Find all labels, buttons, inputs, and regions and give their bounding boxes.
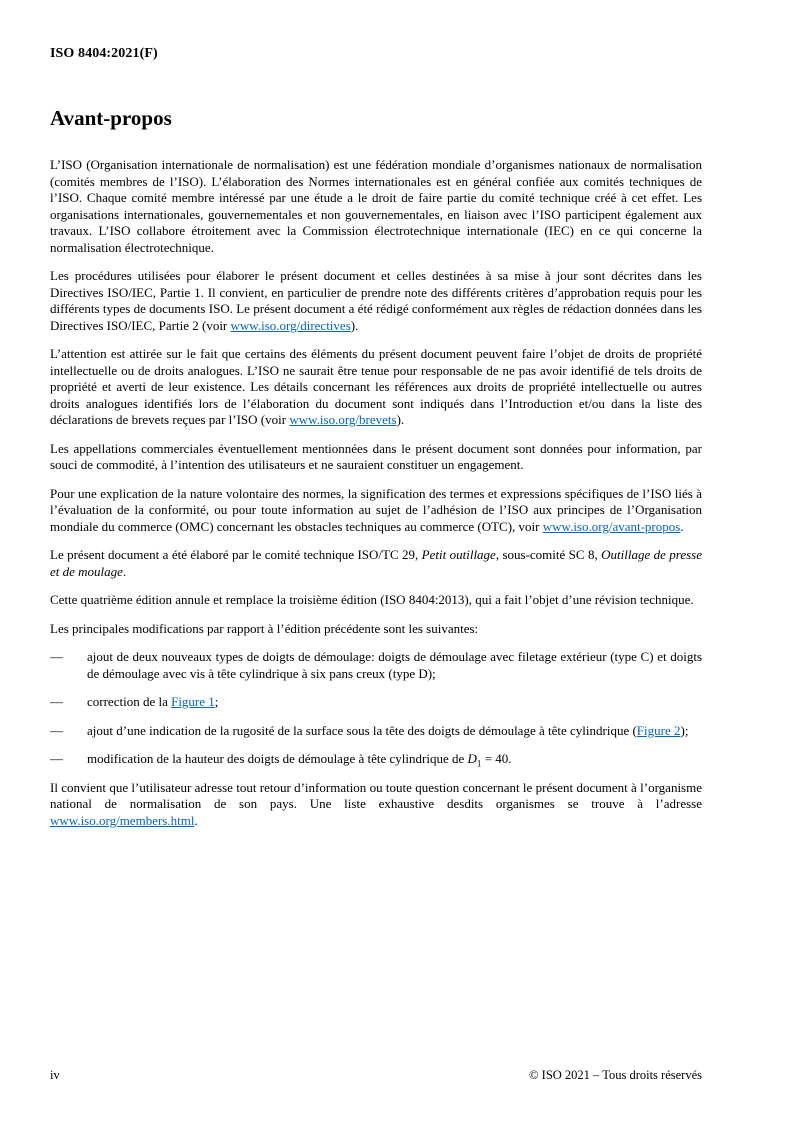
list-item-text — [87, 649, 702, 682]
text-run: . — [194, 812, 198, 828]
link-iso-avant-propos[interactable]: www.iso.org/avant-propos — [542, 518, 681, 534]
foreword-content — [50, 157, 702, 829]
text-run: modification de la hauteur des doigts de démoulage à tête cylindrique de — [87, 751, 468, 766]
text-sub: 1 — [476, 758, 482, 769]
text-italic: D — [467, 751, 477, 766]
text-run: = 40. — [481, 751, 512, 766]
paragraph-technical-committee — [50, 547, 702, 580]
text-run: Le présent document a été élaboré par le comité technique ISO/TC 29, — [50, 547, 422, 562]
paragraph-trade-names — [50, 441, 702, 474]
list-item-new-types — [50, 649, 702, 682]
text-run: ). — [396, 412, 405, 427]
text-run: ajout de deux nouveaux types de doigts de démoulage: doigts de démoulage avec filetage extérieur (type C) et doigts de démoulage avec vis à tête cylindrique à six pans creux (type D); — [87, 649, 702, 681]
text-run: Les principales modifications par rapport à l’édition précédente sont les suivantes: — [50, 620, 479, 636]
text-run: ); — [680, 722, 689, 738]
list-dash: — — [50, 694, 63, 709]
list-item-figure1-correction — [50, 694, 702, 711]
copyright-notice: © ISO 2021 – Tous droits réservés — [529, 1068, 702, 1082]
list-item-text — [87, 694, 702, 711]
text-run: Cette quatrième édition annule et remplace la troisième édition (ISO 8404:2013), qui a fait l’objet d’une révision technique. — [50, 592, 694, 607]
text-run: Il convient que l’utilisateur adresse tout retour d’information ou toute question concernant le présent document à l’organisme national de normalisation de son pays. Une liste exhaustive desdits organismes se trouve à l’adresse — [50, 779, 702, 811]
text-run: ajout d’une indication de la rugosité de la surface sous la tête des doigts de démoulage à tête cylindrique ( — [87, 722, 637, 738]
text-run: ). — [350, 317, 359, 333]
paragraph-feedback — [50, 780, 702, 830]
text-run: , sous-comité SC 8, — [495, 547, 602, 562]
document-reference: ISO 8404:2021(F) — [50, 46, 158, 61]
text-run: L’ISO (Organisation internationale de normalisation) est une fédération mondiale d’organismes nationaux de normalisation (comités membres de l’ISO). L’élaboration des Normes internationales est en général confiée aux comités techniques de l’ISO. Chaque comité membre intéressé par une étude a le droit de faire partie du comité technique créé à cet effet. Les organisations internationales, gouvernementales et non gouvernementales, en liaison avec l’ISO participent également aux travaux. L’ISO collabore étroitement avec la Commission électrotechnique internationale (IEC) en ce qui concerne la normalisation électrotechnique. — [50, 157, 702, 255]
paragraph-intellectual-property — [50, 346, 702, 429]
text-run: Pour une explication de la nature volontaire des normes, la signification des termes et expressions spécifiques de l’ISO liés à l’évaluation de la conformité, ou pour toute information au sujet de l’adhésion de l’ISO aux principes de l’Organisation mondiale du commerce (OMC) concernant les obstacles techniques au commerce (OTC), voir — [50, 485, 702, 534]
page-number: iv — [50, 1068, 60, 1082]
list-dash: — — [50, 722, 63, 738]
list-item-roughness-indication — [50, 723, 702, 740]
list-item-height-modification — [50, 751, 702, 768]
paragraph-iso-intro — [50, 157, 702, 256]
text-run: correction de la — [87, 694, 172, 709]
list-dash: — — [50, 751, 63, 766]
link-iso-brevets[interactable]: www.iso.org/brevets — [289, 412, 397, 427]
text-italic: Outillage de presse et de moulage — [50, 547, 702, 579]
paragraph-edition — [50, 592, 702, 609]
text-run: Les appellations commerciales éventuellement mentionnées dans le présent document sont données pour information, par souci de commodité, à l’intention des utilisateurs et ne sauraient constituer un engagement. — [50, 440, 702, 472]
text-italic: Petit outillage — [421, 547, 496, 562]
text-run: . — [680, 518, 684, 534]
text-run: ; — [214, 694, 219, 709]
page-title: Avant-propos — [50, 106, 172, 130]
paragraph-procedures — [50, 268, 702, 334]
page-footer — [50, 1068, 702, 1083]
list-item-text — [87, 751, 702, 768]
text-run: Les procédures utilisées pour élaborer le présent document et celles destinées à sa mise à jour sont décrites dans les Directives ISO/IEC, Partie 1. Il convient, en particulier de prendre note des différents critères d’approbation requis pour les différents types de documents ISO. Le présent document a été rédigé conformément aux règles de rédaction données dans les Directives ISO/IEC, Partie 2 (voir — [50, 268, 702, 333]
list-dash: — — [50, 649, 63, 664]
link-iso-directives[interactable]: www.iso.org/directives — [230, 317, 351, 333]
link-figure-2[interactable]: Figure 2 — [636, 722, 681, 738]
link-figure-1[interactable]: Figure 1 — [171, 694, 215, 709]
text-run: . — [122, 563, 127, 579]
paragraph-modifications-intro — [50, 621, 702, 638]
paragraph-voluntary-nature — [50, 486, 702, 536]
link-iso-members[interactable]: www.iso.org/members.html — [50, 812, 195, 828]
text-run: L’attention est attirée sur le fait que certains des éléments du présent document peuvent faire l’objet de droits de propriété intellectuelle ou de droits analogues. L’ISO ne saurait être tenue pour responsable de ne pas avoir identifié de tels droits de propriété et averti de leur existence. Les détails concernant les références aux droits de propriété intellectuelle ou autres droits analogues identifiés lors de l’élaboration du document sont indiqués dans l’Introduction et/ou dans la liste des déclarations de brevets reçues par l’ISO (voir — [50, 346, 702, 427]
list-item-text — [87, 723, 702, 740]
